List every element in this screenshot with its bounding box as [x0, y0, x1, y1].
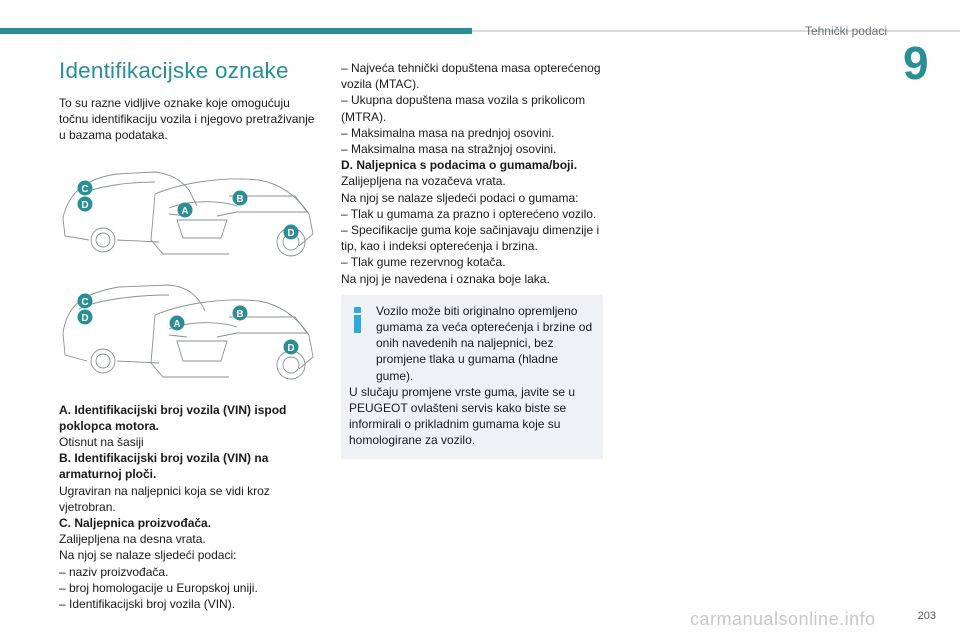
item-c-line: Zalijepljena na desna vrata.: [59, 532, 206, 547]
item-a-heading: A. Identifikacijski broj vozila (VIN) ispod poklopca motora.: [59, 402, 287, 433]
tyre-line: – Specifikacije guma koje sačinjavaju dimenzije i tip, kao i indeksi opterećenja i brzina.: [341, 223, 600, 254]
marker2-a-label: A: [173, 318, 181, 330]
info-icon: [349, 307, 367, 333]
tyre-line: Na njoj se nalaze sljedeći podaci o gumama:: [341, 190, 579, 205]
info-note-text-2: U slučaju promjene vrste guma, javite se u PEUGEOT ovlašteni servis kako biste se informirali o prikladnim gumama koje su homologirane za vozilo.: [349, 384, 576, 448]
header-accent-bar: [0, 28, 472, 34]
info-note-box: [341, 295, 603, 459]
marker-c-label: C: [81, 183, 89, 195]
item-b-heading: B. Identifikacijski broj vozila (VIN) na armaturnoj ploči.: [59, 451, 269, 482]
item-c-line: – broj homologacije u Europskoj uniji.: [59, 580, 258, 595]
car-estate-illustration: [59, 275, 321, 389]
tyre-line: Na njoj je navedena i oznaka boje laka.: [341, 271, 550, 286]
watermark: carmanualsonline.info: [690, 609, 876, 629]
middle-column: [341, 60, 609, 459]
car-hatchback-illustration: [59, 156, 321, 266]
info-note-text: Vozilo može biti originalno opremljeno gumama za veća opterećenja i brzine od onih navedenih na naljepnici, bez promjene tlaka u gumama (hladne gume).: [376, 303, 593, 383]
mass-line: – Maksimalna masa na stražnjoj osovini.: [341, 142, 557, 157]
tyre-line: – Tlak gume rezervnog kotača.: [341, 255, 506, 270]
tyre-line: Zalijepljena na vozačeva vrata.: [341, 174, 506, 189]
intro-paragraph: To su razne vidljive oznake koje omogućuju točnu identifikaciju vozila i njegovo pretraživanje u bazama podataka.: [59, 96, 315, 143]
left-column: [59, 58, 321, 612]
item-c-line: – naziv proizvođača.: [59, 564, 169, 579]
mass-line: – Ukupna dopuštena masa vozila s prikolicom (MTRA).: [341, 93, 586, 124]
header-title: Tehnički podaci: [804, 24, 887, 38]
item-d-heading: D. Naljepnica s podacima o gumama/boji.: [341, 158, 578, 173]
chapter-number: 9: [903, 37, 929, 89]
marker2-c-label: C: [81, 296, 89, 308]
marker2-d2-label: D: [287, 342, 295, 354]
mass-line: – Najveća tehnički dopuštena masa opterećenog vozila (MTAC).: [341, 61, 601, 92]
tyre-line: – Tlak u gumama za prazno i opterećeno vozilo.: [341, 206, 597, 221]
section-title: Identifikacijske oznake: [59, 58, 289, 83]
item-b-line: Ugraviran na naljepnici koja se vidi kroz vjetrobran.: [59, 483, 270, 514]
item-a-line: Otisnut na šasiji: [59, 435, 144, 450]
mass-line: – Maksimalna masa na prednjoj osovini.: [341, 125, 555, 140]
item-c-line: – Identifikacijski broj vozila (VIN).: [59, 597, 236, 612]
marker-b-label: B: [236, 193, 244, 205]
item-c-line: Na njoj se nalaze sljedeći podaci:: [59, 548, 237, 563]
marker-d2-label: D: [287, 227, 295, 239]
marker-d-label: D: [81, 199, 89, 211]
marker2-b-label: B: [236, 308, 244, 320]
marker2-d-label: D: [81, 312, 89, 324]
marker-a-label: A: [181, 205, 189, 217]
page-number: 203: [917, 610, 936, 622]
item-c-heading: C. Naljepnica proizvođača.: [59, 516, 212, 531]
